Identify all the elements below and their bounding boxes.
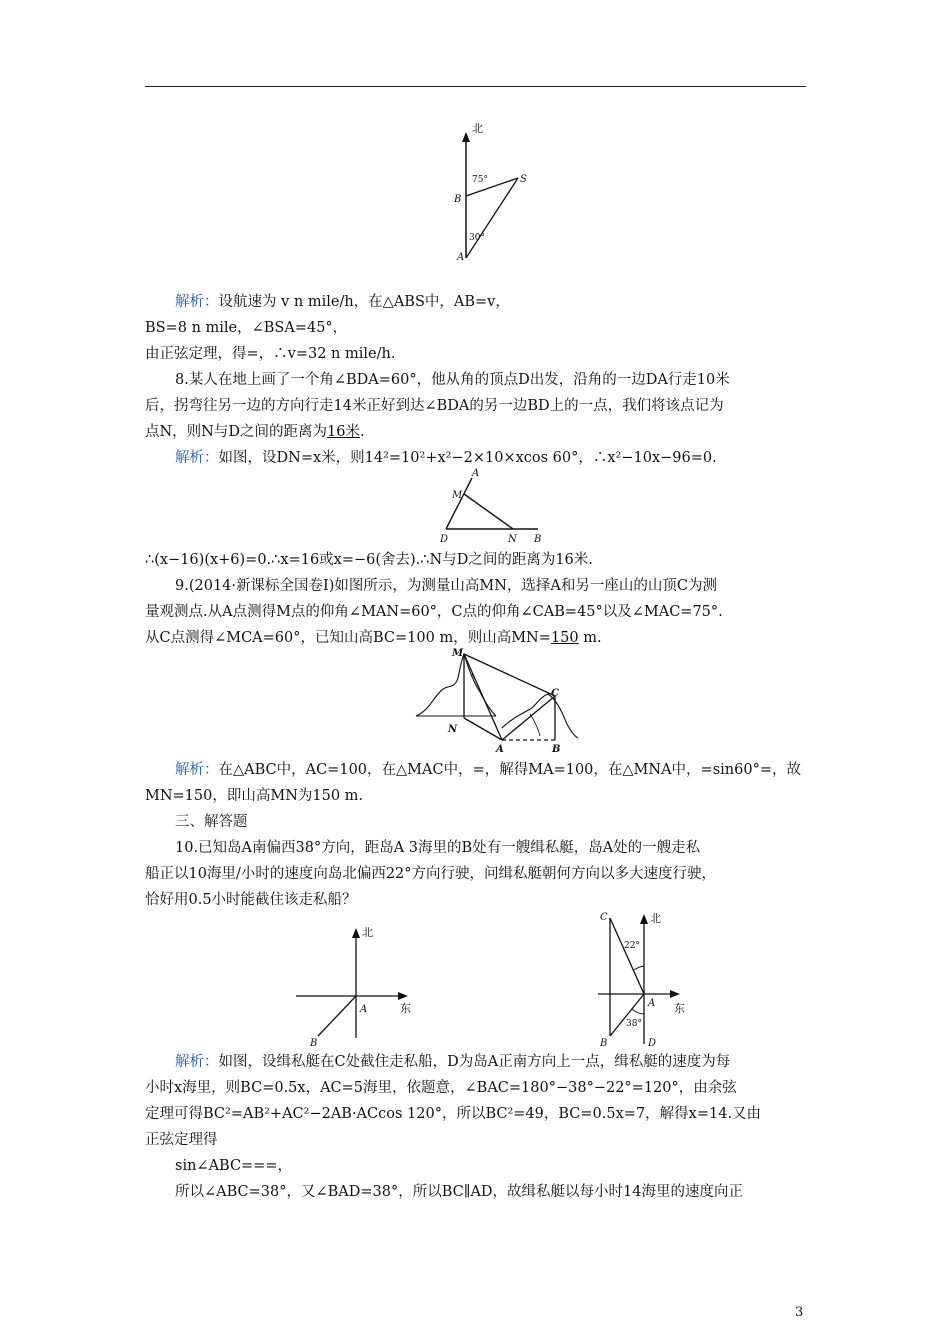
north-label: 北: [362, 926, 373, 939]
segment-ma: [464, 654, 502, 740]
figure-triangle-abs: [440, 118, 540, 263]
solution-label: 解析：: [175, 762, 219, 778]
solution-9-line-1: 解析：在△ABC中，AC=100，在△MAC中，=，解得MA=100，在△MNA中，=sin60°=，故: [175, 762, 801, 778]
question-10-line-1: 10.已知岛A南偏西38°方向，距岛A 3海里的B处有一艘缉私艇，岛A处的一艘走私: [175, 840, 701, 856]
header-rule: [145, 86, 806, 87]
page-number: 3: [795, 1305, 804, 1320]
solution-label: 解析：: [175, 1054, 219, 1070]
angle-arc-22: [634, 966, 644, 970]
point-d-label: D: [648, 1038, 657, 1048]
question-8-line-1: 8.某人在地上画了一个角∠BDA=60°，他从角的顶点D出发，沿角的一边DA行走10米: [175, 372, 730, 388]
solution-10-line-6: 所以∠ABC=38°，又∠BAD=38°，所以BC∥AD，故缉私艇以每小时14海里的速度向正: [175, 1184, 744, 1200]
point-m-label: M: [452, 490, 463, 501]
point-a-label: A: [496, 744, 504, 755]
solution-10-line-3: 定理可得BC²=AB²+AC²−2AB·ACcos 120°，所以BC²=49，BC=0.5x=7，解得x=14.又由: [145, 1106, 762, 1122]
point-m-label: M: [452, 648, 464, 659]
answer-8: 16米: [327, 424, 360, 440]
east-label: 东: [400, 1002, 411, 1015]
figure-mountain: [412, 644, 592, 756]
segment-ca: [610, 918, 644, 994]
point-a-label: A: [648, 998, 656, 1009]
question-9-line-1: 9.(2014·新课标全国卷Ⅰ)如图所示，为测量山高MN，选择A和另一座山的山顶C为测: [175, 578, 717, 594]
segment-as: [466, 178, 518, 258]
mountain-texture: [530, 714, 540, 736]
mountain-right-outline: [502, 694, 578, 738]
point-b-label: B: [454, 194, 462, 205]
north-arrow-icon: [462, 132, 470, 142]
point-a-label: A: [360, 1004, 368, 1015]
point-b-label: B: [534, 534, 542, 544]
segment-ab: [318, 996, 356, 1036]
solution-7-line-2: BS=8 n mile，∠BSA=45°，: [145, 320, 348, 336]
point-b-label: B: [552, 744, 561, 755]
point-a-label: A: [457, 252, 465, 263]
question-10-line-3: 恰好用0.5小时能截住该走私船？: [145, 892, 357, 908]
solution-10-line-4: 正弦定理得: [145, 1132, 218, 1148]
question-9-line-2: 量观测点.从A点测得M点的仰角∠MAN=60°，C点的仰角∠CAB=45°以及∠MAC=75°.: [145, 604, 723, 620]
point-c-label: C: [600, 912, 608, 923]
point-c-label: C: [551, 688, 559, 699]
angle-arc-38: [632, 1009, 644, 1014]
solution-10-line-5: sin∠ABC===，: [175, 1158, 293, 1174]
north-label: 北: [650, 912, 661, 925]
question-8-line-3: 点N，则N与D之间的距离为16米.: [145, 424, 365, 440]
segment-mn: [464, 494, 513, 529]
segment-ac: [502, 696, 555, 740]
east-arrow-icon: [398, 992, 408, 1000]
solution-label: 解析：: [175, 294, 219, 310]
solution-8-line-1: 解析：如图，设DN=x米，则14²=10²+x²−2×10×xcos 60°，∴x²−10x−96=0.: [175, 450, 717, 466]
answer-9: 150: [550, 630, 579, 646]
figure-axes-ab: [292, 920, 422, 1050]
segment-na: [464, 718, 502, 740]
east-label: 东: [674, 1002, 685, 1015]
solution-10-line-1: 解析：如图，设缉私艇在C处截住走私船，D为岛A正南方向上一点，缉私艇的速度为每: [175, 1054, 731, 1070]
north-label: 北: [472, 122, 483, 135]
section-heading: 三、解答题: [175, 814, 248, 830]
solution-7-line-1: 解析：设航速为 v n mile/h，在△ABS中，AB=v，: [175, 294, 510, 310]
angle-38-label: 38°: [626, 1019, 642, 1029]
point-n-label: N: [508, 534, 517, 544]
figure-dmn: [438, 466, 558, 544]
point-a-label: A: [472, 468, 480, 479]
east-arrow-icon: [670, 990, 680, 998]
point-d-label: D: [440, 534, 449, 544]
segment-ab: [610, 994, 644, 1036]
solution-9-line-2: MN=150，即山高MN为150 m.: [145, 788, 364, 804]
north-arrow-icon: [640, 914, 648, 924]
angle-22-label: 22°: [624, 941, 640, 951]
point-s-label: S: [520, 174, 527, 185]
segment-da: [446, 478, 472, 529]
segment-mc: [464, 654, 555, 696]
question-8-line-2: 后，拐弯往另一边的方向行走14米正好到达∠BDA的另一边BD上的一点，我们将该点记为: [145, 398, 724, 414]
solution-label: 解析：: [175, 450, 219, 466]
point-n-label: N: [448, 724, 458, 735]
figure-cabd: [596, 908, 696, 1048]
solution-7-line-3: 由正弦定理，得=，∴v=32 n mile/h.: [145, 346, 396, 362]
solution-8-line-2: ∴(x−16)(x+6)=0.∴x=16或x=−6(舍去).∴N与D之间的距离为16米.: [145, 552, 593, 568]
question-10-line-2: 船正以10海里/小时的速度向岛北偏西22°方向行驶，问缉私艇朝何方向以多大速度行驶，: [145, 866, 717, 882]
solution-10-line-2: 小时x海里，则BC=0.5x，AC=5海里，依题意，∠BAC=180°−38°−22°=120°，由余弦: [145, 1080, 737, 1096]
angle-30-label: 30°: [469, 233, 485, 243]
point-b-label: B: [310, 1038, 318, 1049]
point-b-label: B: [600, 1038, 608, 1048]
angle-75-label: 75°: [472, 175, 488, 185]
north-arrow-icon: [352, 928, 360, 938]
question-9-line-3: 从C点测得∠MCA=60°，已知山高BC=100 m，则山高MN=150 m.: [145, 630, 602, 646]
